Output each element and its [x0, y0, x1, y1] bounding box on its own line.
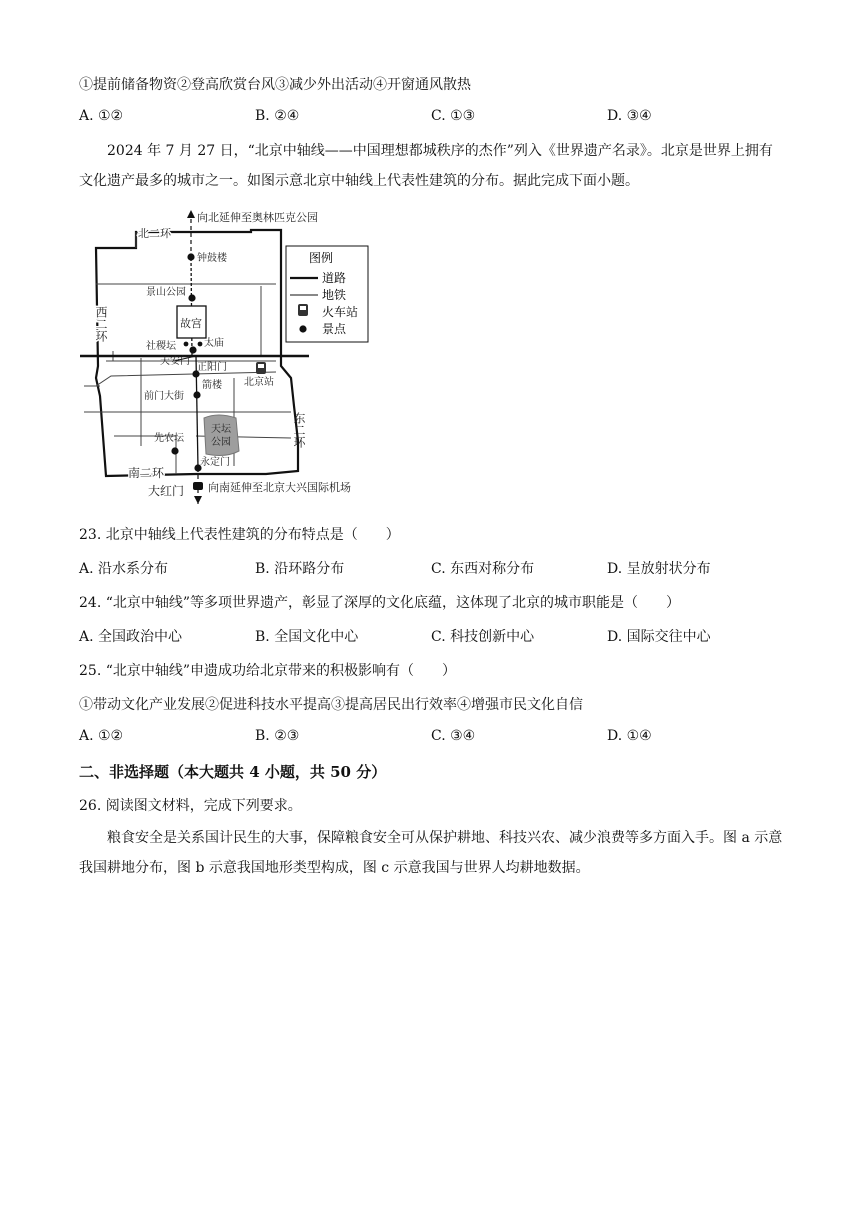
ring-west-label: 西二环	[94, 306, 108, 342]
q26-stem: 26. 阅读图文材料，完成下列要求。	[79, 798, 302, 814]
tiantan-label-2: 公园	[211, 437, 231, 448]
beijing-central-axis-map	[76, 206, 396, 506]
q22-option-a: A. ①②	[79, 108, 124, 124]
q22-items: ①提前储备物资②登高欣赏台风③减少外出活动④开窗通风散热	[79, 77, 471, 93]
zhengyangmen-label: 正阳门	[197, 362, 227, 373]
legend-title: 图例	[309, 251, 334, 265]
q24-option-c: C. 科技创新中心	[431, 629, 535, 645]
q23-option-d: D. 呈放射状分布	[607, 561, 711, 577]
north-extension-label: 向北延伸至奥林匹克公园	[197, 211, 318, 224]
legend-station-icon	[298, 304, 308, 316]
dahongmen-label: 大红门	[148, 484, 185, 498]
legend-station-label: 火车站	[322, 305, 359, 319]
jingshan-label: 景山公园	[146, 287, 186, 298]
thin-roads	[84, 232, 291, 474]
beijingzhan-label: 北京站	[244, 377, 274, 388]
section2-heading: 二、非选择题（本大题共 4 小题，共 50 分）	[79, 763, 387, 781]
ring-east-label: 东二环	[292, 412, 306, 448]
ring-north-label: 北二环	[138, 227, 171, 240]
train-station-icon	[256, 362, 266, 374]
zhonggulou-label: 钟鼓楼	[197, 253, 227, 264]
jianlou-label: 箭楼	[202, 380, 222, 391]
legend-scenic-dot	[299, 325, 306, 332]
q24-option-a: A. 全国政治中心	[79, 629, 183, 645]
tiantan-park-shape	[204, 415, 239, 455]
q23-stem: 23. 北京中轴线上代表性建筑的分布特点是（ ）	[79, 527, 400, 543]
shejitan-label: 社稷坛	[146, 341, 176, 352]
yongdingmen-label: 永定门	[200, 457, 230, 468]
q22-option-c: C. ①③	[431, 108, 476, 124]
legend-scenic-label: 景点	[322, 322, 347, 336]
q22-option-d: D. ③④	[607, 108, 652, 124]
q25-option-a: A. ①②	[79, 728, 124, 744]
north-arrow-icon	[187, 210, 195, 218]
q25-stem: 25. “北京中轴线”申遗成功给北京带来的积极影响有（ ）	[79, 663, 457, 679]
ring-south-label: 南二环	[128, 466, 165, 480]
tiantan-label-1: 天坛	[211, 424, 231, 435]
q25-option-c: C. ③④	[431, 728, 476, 744]
taimiao-label: 太庙	[204, 338, 224, 349]
q22-option-b: B. ②④	[255, 108, 300, 124]
q25-items: ①带动文化产业发展②促进科技水平提高③提高居民出行效率④增强市民文化自信	[79, 697, 583, 713]
q25-option-b: B. ②③	[255, 728, 300, 744]
legend-road-label: 道路	[322, 271, 347, 285]
q25-option-d: D. ①④	[607, 728, 652, 744]
south-arrow-icon	[194, 496, 202, 504]
q26-paragraph: 粮食安全是关系国计民生的大事，保障粮食安全可从保护耕地、科技兴农、减少浪费等多方面入手。图 a 示意我国耕地分布，图 b 示意我国地形类型构成，图 c 示意我国与世界人均耕地数据。	[79, 830, 783, 876]
south-extension-label: 向南延伸至北京大兴国际机场	[208, 481, 351, 494]
xiannongtan-label: 先农坛	[154, 433, 184, 444]
q24-stem: 24. “北京中轴线”等多项世界遗产，彰显了深厚的文化底蕴，这体现了北京的城市职能是（ ）	[79, 595, 681, 611]
qianmen-label: 前门大街	[144, 391, 184, 402]
q24-option-b: B. 全国文化中心	[255, 629, 359, 645]
q23-option-a: A. 沿水系分布	[79, 561, 169, 577]
q24-option-d: D. 国际交往中心	[607, 629, 711, 645]
gugong-label: 故宫	[180, 317, 202, 330]
q23-option-b: B. 沿环路分布	[255, 561, 345, 577]
q23-option-c: C. 东西对称分布	[431, 561, 535, 577]
train-station-icon-south	[193, 482, 203, 490]
legend-subway-label: 地铁	[322, 288, 347, 302]
intro-paragraph: 2024 年 7 月 27 日，“北京中轴线——中国理想都城秩序的杰作”列入《世界遗产名录》。北京是世界上拥有文化遗产最多的城市之一。如图示意北京中轴线上代表性建筑的分布。据此完成下面小题。	[79, 143, 773, 189]
tiananmen-label: 天安门	[160, 356, 190, 367]
